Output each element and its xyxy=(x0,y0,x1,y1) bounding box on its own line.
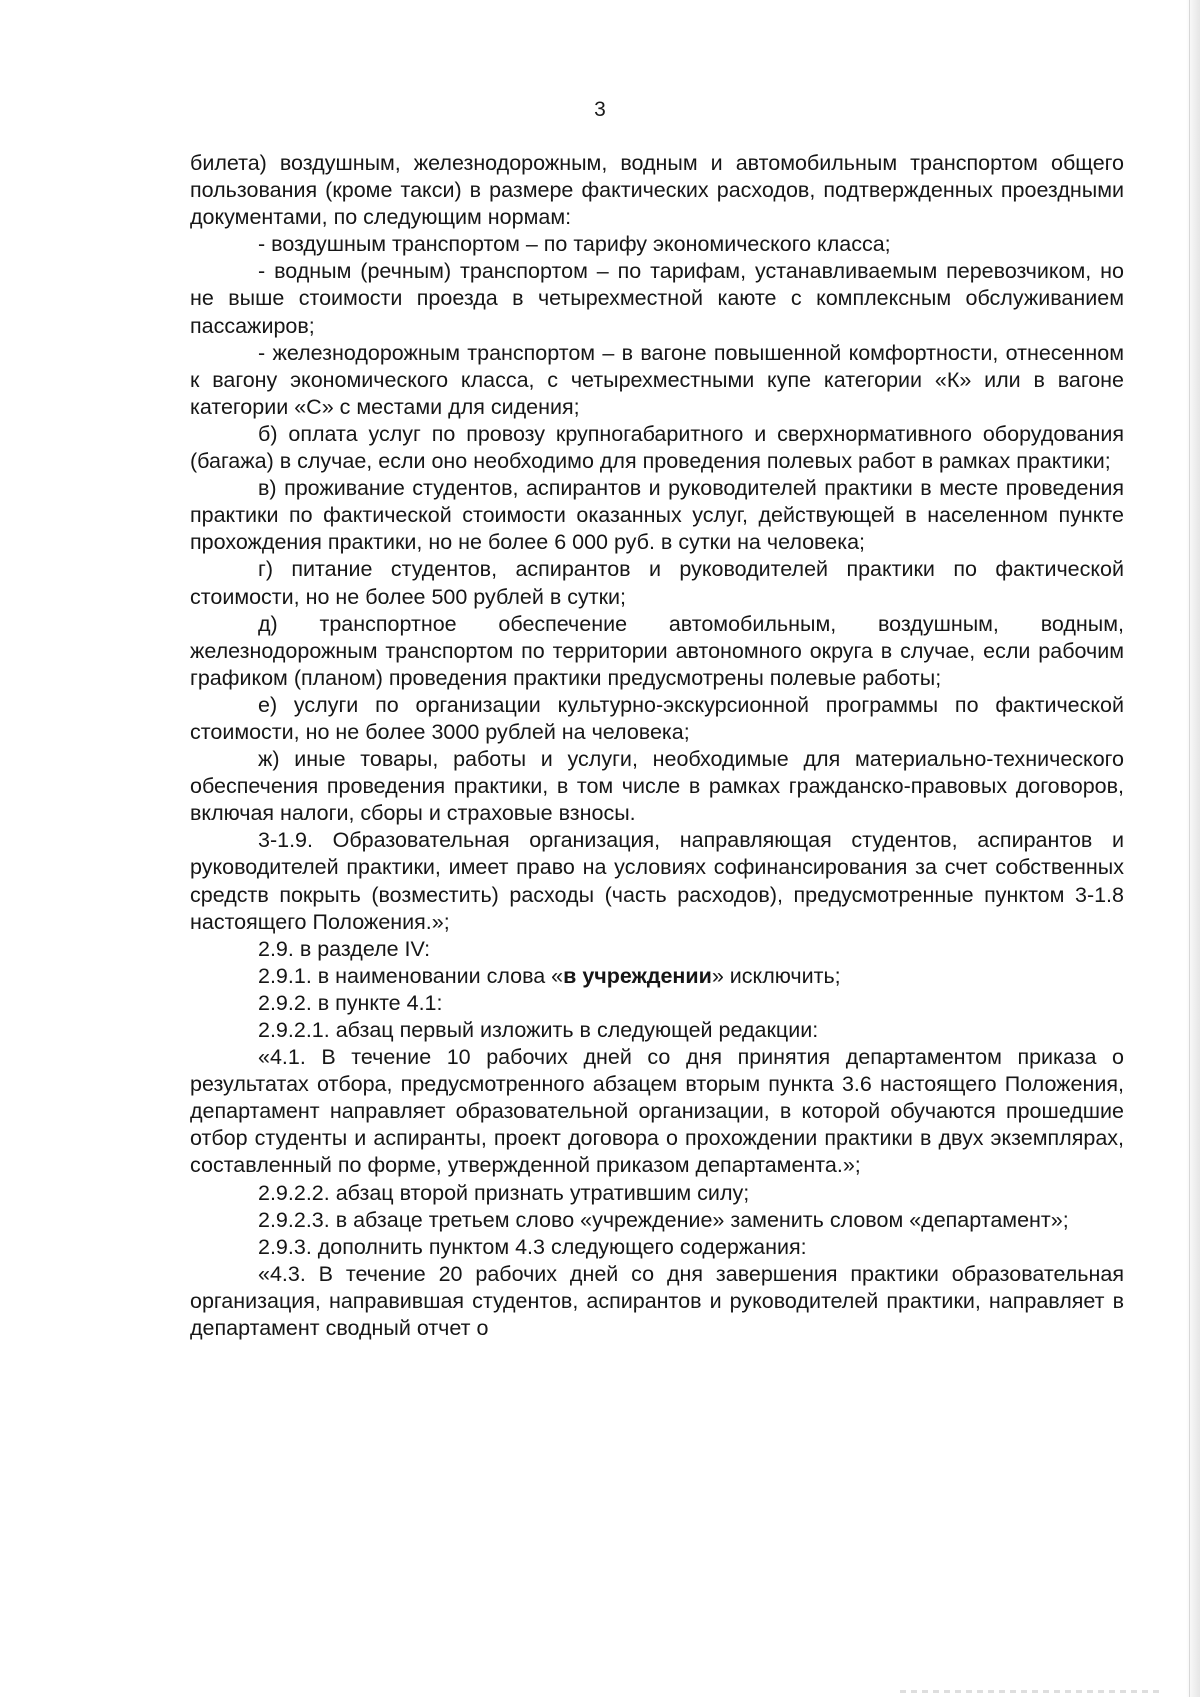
paragraph-item-b: б) оплата услуг по провозу крупногабаритного и сверхнормативного оборудования (багажа) в случае, если оно необходимо для проведения полевых работ в рамках практики; xyxy=(190,421,1124,474)
paragraph-2-9-2-3: 2.9.2.3. в абзаце третьем слово «учреждение» заменить словом «департамент»; xyxy=(258,1207,1069,1232)
page-number: 3 xyxy=(594,98,606,121)
paragraph-air-transport: - воздушным транспортом – по тарифу экономического класса; xyxy=(258,232,891,257)
paragraph-ticket-transport: билета) воздушным, железнодорожным, водным и автомобильным транспортом общего пользования (кроме такси) в размере фактических расходов, подтвержденных проездными документами, по следующим нормам: xyxy=(190,151,1124,230)
paragraph-item-e: е) услуги по организации культурно-экскурсионной программы по фактической стоимости, но не более 3000 рублей на человека; xyxy=(190,692,1124,744)
paragraph-2-9-2-1: 2.9.2.1. абзац первый изложить в следующей редакции: xyxy=(258,1018,819,1042)
paragraph-water-transport: - водным (речным) транспортом – по тарифам, устанавливаемым перевозчиком, но не выше стоимости проезда в четырехместной каюте с комплексным обслуживанием пассажиров; xyxy=(190,259,1124,338)
paragraph-2-9-1-bold: в учреждении xyxy=(563,963,712,988)
paragraph-2-9-2-2: 2.9.2.2. абзац второй признать утратившим силу; xyxy=(258,1180,750,1205)
scan-edge-line xyxy=(1189,0,1190,1697)
paragraph-4-1-quote: «4.1. В течение 10 рабочих дней со дня принятия департаментом приказа о результатах отбора, предусмотренного абзацем вторым пункта 3.6 настоящего Положения, департамент направляет образовательной организации, в которой обучаются прошедшие отбор студенты и аспиранты, проект договора о прохождении практики в двух экземплярах, составленный по форме, утвержденной приказом департамента.»; xyxy=(190,1045,1124,1178)
paragraph-item-d: д) транспортное обеспечение автомобильным, воздушным, водным, железнодорожным транспортом по территории автономного округа в случае, если рабочим графиком (планом) проведения практики предусмотрены полевые работы; xyxy=(190,611,1124,690)
paragraph-2-9: 2.9. в разделе IV: xyxy=(258,936,431,961)
paragraph-2-9-3: 2.9.3. дополнить пунктом 4.3 следующего содержания: xyxy=(258,1234,807,1259)
paragraph-item-zh: ж) иные товары, работы и услуги, необходимые для материально-технического обеспечения проведения практики, в том числе в рамках гражданско-правовых договоров, включая налоги, сборы и страховые взносы. xyxy=(190,747,1124,826)
paragraph-2-9-1-pre: 2.9.1. в наименовании слова « xyxy=(258,963,564,988)
paragraph-2-9-2: 2.9.2. в пункте 4.1: xyxy=(258,990,443,1015)
paragraph-2-9-1-post: » исключить; xyxy=(711,963,841,988)
document-body xyxy=(190,150,1124,1342)
paragraph-item-g: г) питание студентов, аспирантов и руководителей практики по фактической стоимости, но не более 500 рублей в сутки; xyxy=(190,557,1124,609)
scan-bottom-artifacts xyxy=(900,1690,1160,1693)
paragraph-3-1-9: 3-1.9. Образовательная организация, направляющая студентов, аспирантов и руководителей практики, имеет право на условиях софинансирования за счет собственных средств покрыть (возместить) расходы (часть расходов), предусмотренные пунктом 3-1.8 настоящего Положения.»; xyxy=(190,828,1124,934)
paragraph-rail-transport: - железнодорожным транспортом – в вагоне повышенной комфортности, отнесенном к вагону экономического класса, с четырехместными купе категории «К» или в вагоне категории «С» с местами для сидения; xyxy=(190,340,1124,419)
paragraph-item-v: в) проживание студентов, аспирантов и руководителей практики в месте проведения практики по фактической стоимости оказанных услуг, действующей в населенном пункте прохождения практики, но не более 6 000 руб. в сутки на человека; xyxy=(190,476,1124,555)
paragraph-2-9-1 xyxy=(190,963,1124,990)
paragraph-4-3-quote: «4.3. В течение 20 рабочих дней со дня завершения практики образовательная организация, направившая студентов, аспирантов и руководителей практики, направляет в департамент сводный отчет о xyxy=(190,1261,1124,1341)
